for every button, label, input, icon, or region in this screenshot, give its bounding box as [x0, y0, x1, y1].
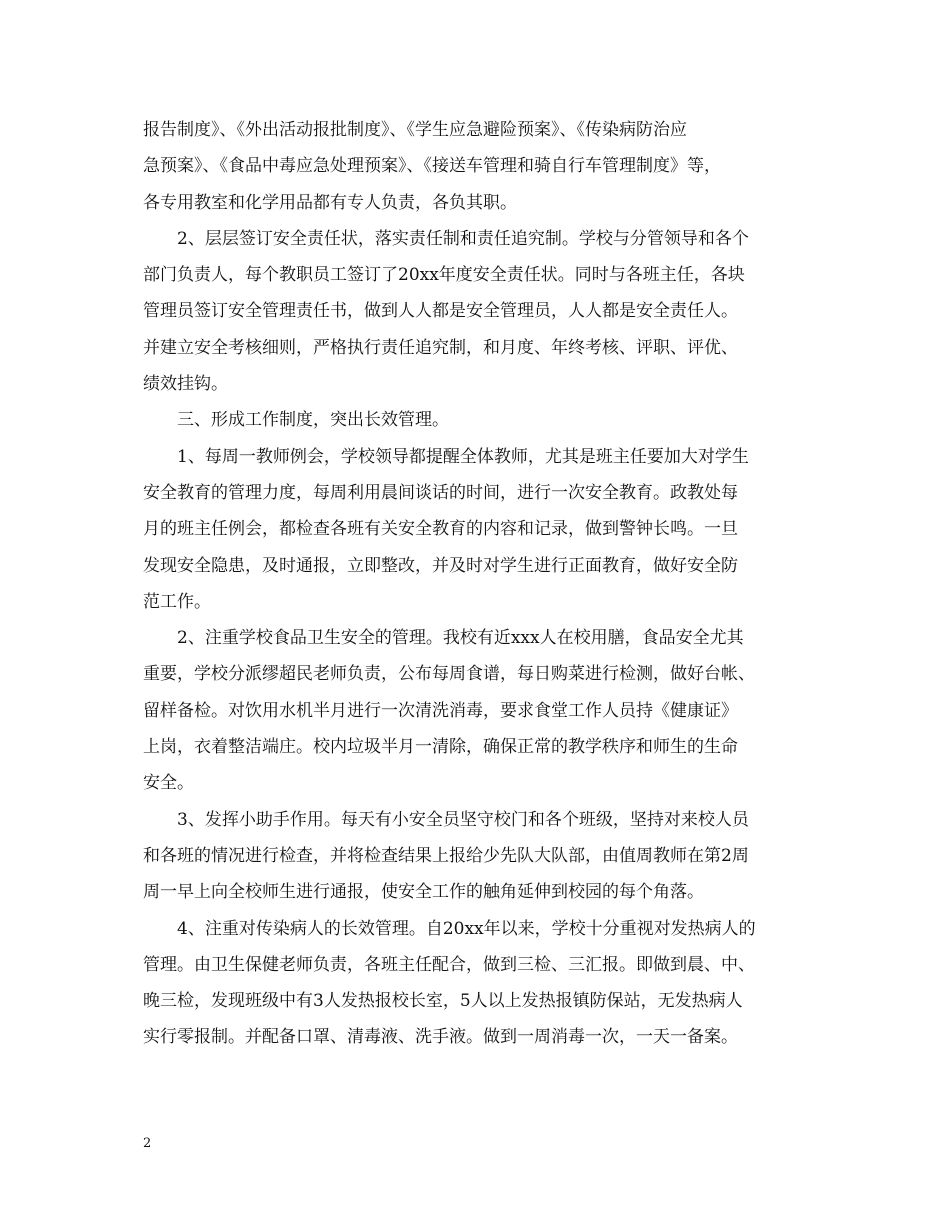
document-body	[143, 112, 811, 1056]
text-line: 管理。由卫生保健老师负责，各班主任配合，做到三检、三汇报。即做到晨、中、	[143, 954, 755, 975]
page-number: 2	[143, 1136, 152, 1151]
text-line: 月的班主任例会，都检查各班有关安全教育的内容和记录，做到警钟长鸣。一旦	[143, 519, 738, 540]
text-line: 上岗，衣着整洁端庄。校内垃圾半月一清除，确保正常的教学秩序和师生的生命	[143, 737, 738, 758]
text-line: 并建立安全考核细则，严格执行责任追究制，和月度、年终考核、评职、评优、	[143, 337, 738, 358]
text-line: 3、发挥小助手作用。每天有小安全员坚守校门和各个班级，坚持对来校人员	[177, 809, 749, 830]
paragraph-regulations	[143, 112, 811, 221]
text-line: 管理员签订安全管理责任书，做到人人都是安全管理员，人人都是安全责任人。	[143, 301, 738, 322]
text-line: 安全。	[143, 773, 194, 794]
text-line: 三、形成工作制度，突出长效管理。	[177, 410, 449, 431]
text-line: 1、每周一教师例会，学校领导都提醒全体教师，尤其是班主任要加大对学生	[177, 446, 749, 467]
text-line: 重要，学校分派缪超民老师负责，公布每周食谱，每日购菜进行检测，做好台帐、	[143, 664, 755, 685]
text-line: 周一早上向全校师生进行通报，使安全工作的触角延伸到校园的每个角落。	[143, 882, 704, 903]
text-line: 范工作。	[143, 591, 211, 612]
text-line: 留样备检。对饮用水机半月进行一次清洗消毒，要求食堂工作人员持《健康证》	[143, 700, 738, 721]
text-line: 部门负责人，每个教职员工签订了20xx年度安全责任状。同时与各班主任，各块	[143, 265, 745, 286]
section-heading-three	[143, 402, 811, 438]
paragraph-little-helpers	[143, 802, 811, 911]
text-line: 绩效挂钩。	[143, 374, 228, 395]
text-line: 晚三检，发现班级中有3人发热报校长室，5人以上发热报镇防保站，无发热病人	[143, 991, 743, 1012]
paragraph-infectious-disease	[143, 911, 811, 1056]
text-line: 急预案》、《食品中毒应急处理预案》、《接送车管理和骑自行车管理制度》等，	[143, 156, 721, 177]
paragraph-weekly-meeting	[143, 439, 811, 620]
text-line: 各专用教室和化学用品都有专人负责，各负其职。	[143, 192, 517, 213]
paragraph-responsibility	[143, 221, 811, 402]
text-line: 发现安全隐患，及时通报，立即整改，并及时对学生进行正面教育，做好安全防	[143, 555, 738, 576]
text-line: 报告制度》、《外出活动报批制度》、《学生应急避险预案》、《传染病防治应	[143, 120, 687, 140]
text-line: 4、注重对传染病人的长效管理。自20xx年以来，学校十分重视对发热病人的	[177, 918, 756, 939]
text-line: 和各班的情况进行检查，并将检查结果上报给少先队大队部，由值周教师在第2周	[143, 845, 749, 866]
text-line: 2、层层签订安全责任状，落实责任制和责任追究制。学校与分管领导和各个	[177, 228, 749, 249]
paragraph-food-safety	[143, 620, 811, 801]
text-line: 安全教育的管理力度，每周利用晨间谈话的时间，进行一次安全教育。政教处每	[143, 482, 738, 503]
text-line: 实行零报制。并配备口罩、清毒液、洗手液。做到一周消毒一次，一天一备案。	[143, 1027, 738, 1048]
text-line: 2、注重学校食品卫生安全的管理。我校有近xxx人在校用膳，食品安全尤其	[177, 628, 744, 649]
